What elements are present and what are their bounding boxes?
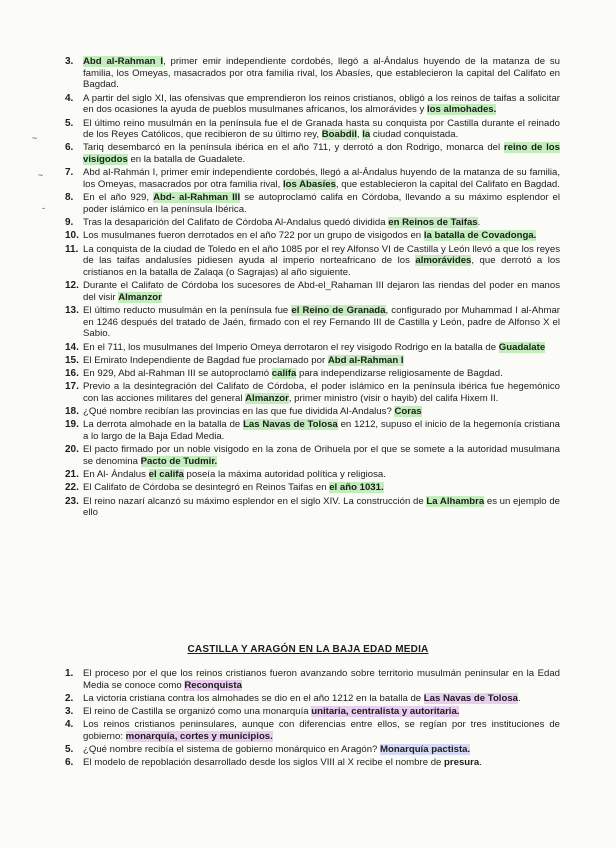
castilla-aragon-question-list (66, 668, 560, 771)
item-text: , (356, 129, 363, 141)
highlighted-answer: Coras (394, 406, 422, 418)
item-text: La conquista de la ciudad de Toledo en el año 1085 por el rey Alfonso VI de Castilla y León llevó a que los reyes de las taifas andalusíes pidiesen ayuda al imperio norteafricano de los (83, 243, 560, 267)
item-text: El reino de Castilla se organizó como una monarquía (83, 706, 312, 718)
item-text: es un ejemplo de ello (83, 495, 560, 519)
list-item (66, 305, 560, 340)
item-text: En 929, Abd al-Rahman III se autoproclamó (83, 368, 272, 380)
item-number: 22. (65, 482, 79, 494)
item-text: El último reino musulmán en la península fue el de Granada hasta su conquista por Castilla durante el reinado de los Reyes Católicos, que recibieron de su último rey, (83, 117, 560, 141)
item-text: El último reducto musulmán en la península fue (83, 305, 292, 317)
item-text: , configurado por Muhammad I al-Ahmar en 1246 después del tratado de Jaén, firmado con el rey Fernando III de Castilla y León, padre de Alfonso X el Sabio. (83, 305, 560, 340)
list-item (66, 469, 560, 481)
highlighted-answer: Abd al-Rahman I (327, 354, 404, 366)
item-number: 10. (65, 230, 79, 242)
list-item (66, 381, 560, 404)
margin-mark: ~ (32, 133, 38, 143)
highlighted-answer: Las Navas de Tolosa (243, 419, 338, 431)
highlighted-answer: califa (271, 368, 297, 380)
highlighted-answer: Boabdil (321, 129, 357, 141)
item-text: La derrota almohade en la batalla de (83, 419, 244, 431)
highlighted-answer: Guadalate (498, 341, 546, 353)
item-text: En el año 929, (83, 192, 154, 204)
highlighted-answer: presura (444, 757, 480, 769)
item-number: 19. (65, 419, 79, 431)
list-item (66, 406, 560, 418)
list-item (66, 693, 560, 705)
item-number: 11. (65, 243, 79, 255)
list-item (66, 342, 560, 354)
item-number: 21. (65, 469, 79, 481)
list-item (66, 192, 560, 215)
list-item (66, 668, 560, 691)
item-text: El Emirato Independiente de Bagdad fue proclamado por (83, 354, 328, 366)
item-text: para independizarse religiosamente de Bagdad. (296, 368, 503, 380)
item-number: 16. (65, 368, 79, 380)
margin-mark: ~ (38, 170, 44, 180)
list-item (66, 280, 560, 303)
highlighted-answer: La Alhambra (426, 495, 485, 507)
item-text: . (479, 757, 482, 769)
item-text: En el 711, los musulmanes del Imperio Omeya derrotaron el rey visigodo Rodrigo en la batalla de (83, 341, 499, 353)
item-number: 18. (65, 406, 79, 418)
item-text: ¿Qué nombre recibía el sistema de gobierno monárquico en Aragón? (83, 744, 381, 756)
item-text: , que establecieron la capital del Califato en Bagdad. (335, 179, 560, 191)
item-number: 4. (65, 92, 74, 104)
list-item (66, 482, 560, 494)
list-item (66, 757, 560, 769)
list-item (66, 93, 560, 116)
highlighted-answer: los Abasíes (282, 179, 336, 191)
item-text: Abd al-Rahmán I, primer emir independiente cordobés, llegó a al-Ándalus huyendo de la matanza de su familia, los Omeyas, masacrados por otra familia rival, (83, 167, 560, 191)
list-item (66, 56, 560, 91)
item-text: A partir del siglo XI, las ofensivas que emprendieron los reinos cristianos, obligó a los reinos de taifas a solicitar en dos ocasiones la ayuda de pueblos musulmanes africanos, los almorávides y (83, 92, 560, 116)
section-title: CASTILLA Y ARAGÓN EN LA BAJA EDAD MEDIA (187, 644, 429, 655)
highlighted-answer: la (362, 129, 371, 141)
item-text: ¿Qué nombre recibían las provincias en las que fue dividida Al-Andalus? (83, 406, 395, 418)
list-item (66, 496, 560, 519)
item-text: El Califato de Córdoba se desintegró en Reinos Taifas en (83, 482, 330, 494)
list-item (66, 444, 560, 467)
item-number: 6. (65, 142, 74, 154)
item-text: . (518, 692, 521, 704)
list-item (66, 167, 560, 190)
list-item (66, 244, 560, 279)
item-text: Tras la desaparición del Califato de Córdoba Al-Andalus quedó dividida (83, 217, 389, 229)
item-text: . (477, 217, 481, 229)
item-text: Tariq desembarcó en la península ibérica en el año 711, y derrotó a don Rodrigo, monarca del (83, 142, 504, 154)
highlighted-answer: Monarquía pactista. (380, 744, 471, 756)
item-text: , que derrotó a los cristianos en la batalla de Zalaqa (o Sagrajas) al año siguiente. (83, 255, 560, 278)
item-text: ciudad conquistada. (370, 129, 459, 141)
list-item (66, 217, 560, 229)
item-number: 20. (65, 444, 79, 456)
item-text: Los musulmanes fueron derrotados en el año 722 por un grupo de visigodos en (83, 230, 424, 242)
margin-mark: - (42, 203, 45, 213)
item-number: 4. (65, 719, 74, 731)
item-text: Previo a la desintegración del Califato de Córdoba, el poder islámico en la península ibérica fue hegemónico con las acciones militares del general (83, 381, 560, 404)
highlighted-answer: reino de los visigodos (83, 142, 560, 166)
item-number: 12. (65, 280, 79, 292)
item-text: , primer emir independiente cordobés, llegó a al-Ándalus huyendo de la matanza de su familia, los Omeyas, masacrados por otra familia rival, los Abasíes, que establecieron la capital del Califato en Bagdad. (83, 56, 560, 91)
item-number: 8. (65, 192, 74, 204)
highlighted-answer: el Reino de Granada (291, 305, 386, 317)
list-item (66, 355, 560, 367)
al-andalus-question-list (66, 56, 560, 521)
item-text: se autoproclamó califa en Córdoba, llevando a su máximo esplendor el poder islámico en la península Ibérica. (83, 192, 560, 215)
item-number: 1. (65, 668, 74, 679)
item-text: Durante el Califato de Córdoba los sucesores de Abd-el_Rahaman III dejaron las riendas del poder en manos del visir (83, 280, 560, 303)
highlighted-answer: Reconquista (184, 679, 242, 691)
highlighted-answer: Pacto de Tudmir. (140, 456, 218, 467)
item-number: 17. (65, 381, 79, 393)
item-number: 14. (65, 341, 79, 353)
item-number: 15. (65, 354, 79, 366)
item-number: 3. (65, 56, 74, 67)
list-item (66, 368, 560, 380)
highlighted-answer: Abd al-Rahman I (83, 56, 163, 67)
item-number: 2. (65, 692, 74, 704)
highlighted-answer: unitaria, centralista y autoritaria. (311, 706, 460, 718)
highlighted-answer: los almohades. (426, 104, 497, 116)
highlighted-answer: almorávides (415, 255, 472, 267)
list-item (66, 230, 560, 242)
highlighted-answer: el califa (148, 469, 184, 481)
list-item (66, 706, 560, 718)
item-text: El reino nazarí alcanzó su máximo esplendor en el siglo XIV. La construcción de (83, 495, 427, 507)
highlighted-answer: el año 1031. (329, 482, 384, 494)
item-text: , primer ministro (visir o hayib) del califa Hixem II. (288, 392, 499, 404)
list-item (66, 719, 560, 742)
item-number: 6. (65, 757, 74, 769)
item-number: 5. (65, 744, 74, 756)
item-number: 5. (65, 117, 74, 129)
list-item (66, 419, 560, 442)
item-text: poseía la máxima autoridad política y religiosa. (183, 469, 386, 481)
item-text: El modelo de repoblación desarrollado desde los siglos VIII al X recibe el nombre de (83, 757, 445, 769)
list-item (66, 142, 560, 165)
highlighted-answer: Abd- al-Rahman III (153, 192, 241, 204)
highlighted-answer: monarquía, cortes y municipios. (125, 731, 273, 743)
item-text: En Al- Ándalus (83, 469, 149, 481)
item-number: 23. (65, 495, 79, 507)
item-text: El pacto firmado por un noble visigodo en la zona de Orihuela por el que se somete a la autoridad musulmana se denomina (83, 444, 560, 467)
list-item (66, 744, 560, 756)
item-text: en 1212, supuso el inicio de la hegemonía cristiana a lo largo de la Baja Edad Media. (83, 419, 560, 443)
list-item (66, 118, 560, 141)
item-text: Los reinos cristianos peninsulares, aunque con diferencias entre ellos, se regían por tres instituciones de gobierno: (83, 719, 560, 743)
item-text: El proceso por el que los reinos cristianos fueron avanzando sobre territorio musulmán peninsular en la Edad Media se conoce como (83, 668, 560, 691)
item-text: La victoria cristiana contra los almohades se dio en el año 1212 en la batalla de (83, 692, 424, 704)
highlighted-answer: Las Navas de Tolosa (423, 692, 518, 704)
item-number: 13. (65, 305, 79, 317)
highlighted-answer: la batalla de Covadonga. (423, 230, 537, 242)
highlighted-answer: Almanzor (245, 392, 289, 404)
item-number: 9. (65, 217, 74, 229)
item-number: 3. (65, 706, 74, 718)
item-text: en la batalla de Guadalete. (127, 154, 246, 166)
highlighted-answer: en Reinos de Taifas (388, 217, 478, 229)
item-number: 7. (65, 167, 74, 179)
highlighted-answer: Almanzor (118, 291, 162, 303)
